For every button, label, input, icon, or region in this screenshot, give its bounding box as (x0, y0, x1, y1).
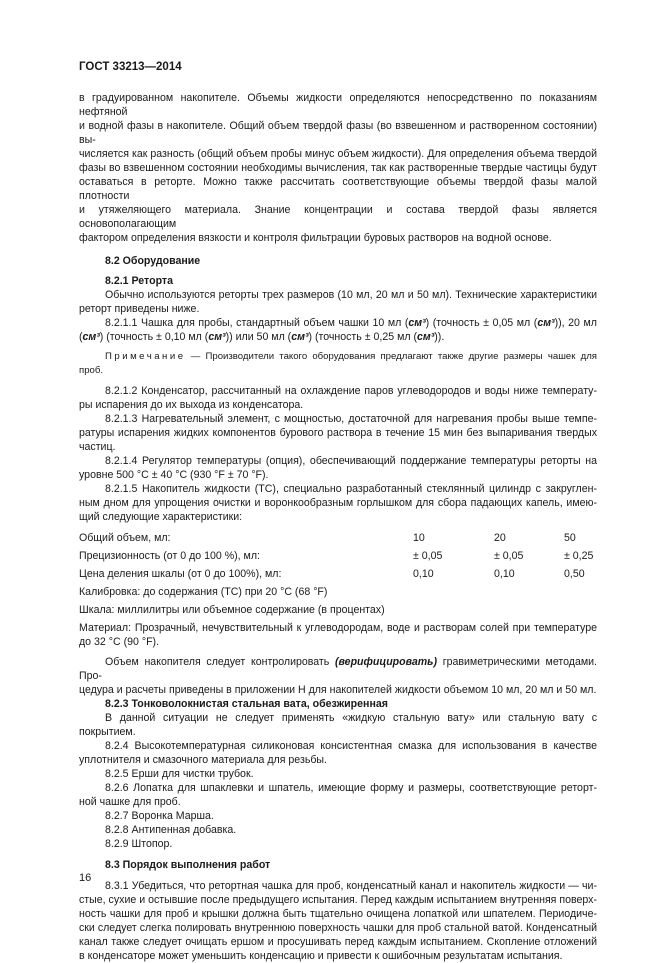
scale-line: Шкала: миллилитры или объемное содержание (в процентах) (79, 604, 385, 616)
cup-spec-line: 8.2.1.1 Чашка для пробы, стандартный объем чашки 10 мл (см³) (точность ± 0,05 мл (см³)), 20 мл (105, 317, 597, 329)
paragraph-line: 8.2.1.5 Накопитель жидкости (ТС), специально разработанный стеклянный цилиндр с закруглен- (105, 483, 597, 495)
paragraph-line: цедура и расчеты приведены в приложении Н для накопителей жидкости объемом 10 мл, 20 мл и 50 мл. (79, 684, 597, 696)
paragraph-line: щий следующие характеристики: (79, 511, 243, 523)
page-content (79, 91, 597, 963)
table-row: Общий объем, мл: 10 20 50 (79, 532, 576, 544)
section-heading-8-2: 8.2 Оборудование (105, 255, 201, 267)
paragraph-line: 8.2.5 Ерши для чистки трубок. (105, 768, 254, 780)
paragraph-line: В данной ситуации не следует применять «жидкую стальную вату» или стальную вату с покрытием. (79, 712, 597, 738)
paragraph-line: 8.2.4 Высокотемпературная силиконовая консистентная смазка для использования в качестве (105, 740, 597, 752)
paragraph-line: частиц. (79, 441, 116, 453)
paragraph-line: до 32 °С (90 °F). (79, 636, 160, 648)
section-heading-8-3: 8.3 Порядок выполнения работ (105, 859, 271, 871)
paragraph-line: 8.2.7 Воронка Марша. (105, 810, 214, 822)
paragraph-line: ски следует слегка полировать внутреннюю поверхность чашки для проб стальной ватой. Конденсатный (79, 922, 597, 934)
table-row: Цена деления шкалы (от 0 до 100%), мл: 0,10 0,10 0,50 (79, 568, 585, 580)
paragraph-line: ры испарения до их выхода из конденсатора. (79, 399, 304, 411)
paragraph-line: 8.2.1.2 Конденсатор, рассчитанный на охлаждение паров углеводородов и воды ниже температу- (105, 385, 597, 397)
paragraph-line: в конденсаторе может уменьшить конденсацию и привести к ошибочным результатам испытания. (79, 950, 563, 962)
paragraph-line: и утяжеляющего материала. Знание концентрации и состава твердой фазы является основополагающим (79, 204, 597, 230)
paragraph-line: ной чашке для проб. (79, 796, 181, 808)
paragraph-line: уровне 500 °С ± 40 °С (930 °F ± 70 °F). (79, 469, 269, 481)
paragraph-line: фазы во взвешенном состоянии необходимы вычисления, так как растворенные твердые частицы будут (79, 162, 597, 174)
paragraph-line: стые, сухие и остывшие после предыдущего испытания. Перед каждым испытанием внутренняя поверх- (79, 894, 597, 906)
specs-table (79, 531, 597, 581)
paragraph-line: Объем накопителя следует контролировать (верифицировать) гравиметрическими методами. Про- (79, 656, 597, 682)
table-row: Прецизионность (от 0 до 100 %), мл: ± 0,05 ± 0,05 ± 0,25 (79, 550, 594, 562)
page-number: 16 (79, 872, 92, 884)
paragraph-line: ность чашки для проб и крышки должна быть тщательно очищена лопаткой или шпателем. Периодиче- (79, 908, 597, 920)
paragraph-line: реторт приведены ниже. (79, 303, 200, 315)
paragraph-line: ным дном для упрощения очистки и воронкообразным горлышком для сбора падающих капель, имею- (79, 497, 597, 509)
paragraph-line: уплотнителя и смазочного материала для резьбы. (79, 754, 327, 766)
paragraph-line: фактором определения вязкости и контроля фильтрации буровых растворов на водной основе. (79, 232, 552, 244)
paragraph-line: 8.2.9 Штопор. (105, 838, 173, 850)
paragraph-line: оставаться в реторте. Можно также рассчитать соответствующие объемы твердой фазы малой плотности (79, 176, 597, 202)
calibration-line: Калибровка: до содержания (ТС) при 20 °С (68 °F) (79, 586, 328, 598)
paragraph-line: 8.3.1 Убедиться, что ретортная чашка для проб, конденсатный канал и накопитель жидкости — чи- (105, 880, 597, 892)
note: Примечание — Производители такого оборудования предлагают также другие размеры чашек для проб. (79, 351, 597, 376)
section-heading-8-2-1: 8.2.1 Реторта (105, 275, 173, 287)
paragraph-line: и водной фазы в накопителе. Общий объем твердой фазы (во взвешенном и растворенном состоянии) вы- (79, 120, 597, 146)
note-label: Примечание (105, 351, 186, 362)
paragraph-line: ратуры испарения жидких компонентов бурового раствора в течение 15 мин без выпаривания твердых (79, 427, 597, 439)
section-heading-8-2-3: 8.2.3 Тонковолокнистая стальная вата, обезжиренная (105, 698, 388, 710)
document-header: ГОСТ 33213—2014 (79, 61, 182, 73)
paragraph-line: 8.2.1.4 Регулятор температуры (опция), обеспечивающий поддержание температуры реторты на (105, 455, 597, 467)
paragraph-line: 8.2.6 Лопатка для шпаклевки и шпатель, имеющие форму и размеры, соответствующие реторт- (105, 782, 597, 794)
cup-spec-line: (см³) (точность ± 0,10 мл (см³)) или 50 мл (см³) (точность ± 0,25 мл (см³)). (79, 331, 445, 343)
paragraph-line: 8.2.8 Антипенная добавка. (105, 824, 237, 836)
paragraph-line: канал также следует очищать ершом и просушивать перед каждым испытанием. Скопление отложений (79, 936, 597, 948)
paragraph-line: Материал: Прозрачный, нечувствительный к углеводородам, воде и растворам солей при температуре (79, 622, 597, 634)
paragraph-line: числяется как разность (общий объем пробы минус объем жидкости). Для определения объема твердой (79, 148, 597, 160)
paragraph-line: в градуированном накопителе. Объемы жидкости определяются непосредственно по показаниям нефтяной (79, 92, 597, 118)
paragraph-line: Обычно используются реторты трех размеров (10 мл, 20 мл и 50 мл). Технические характеристики (105, 289, 597, 301)
paragraph-line: 8.2.1.3 Нагревательный элемент, с мощностью, достаточной для нагревания пробы выше темпе- (105, 413, 597, 425)
